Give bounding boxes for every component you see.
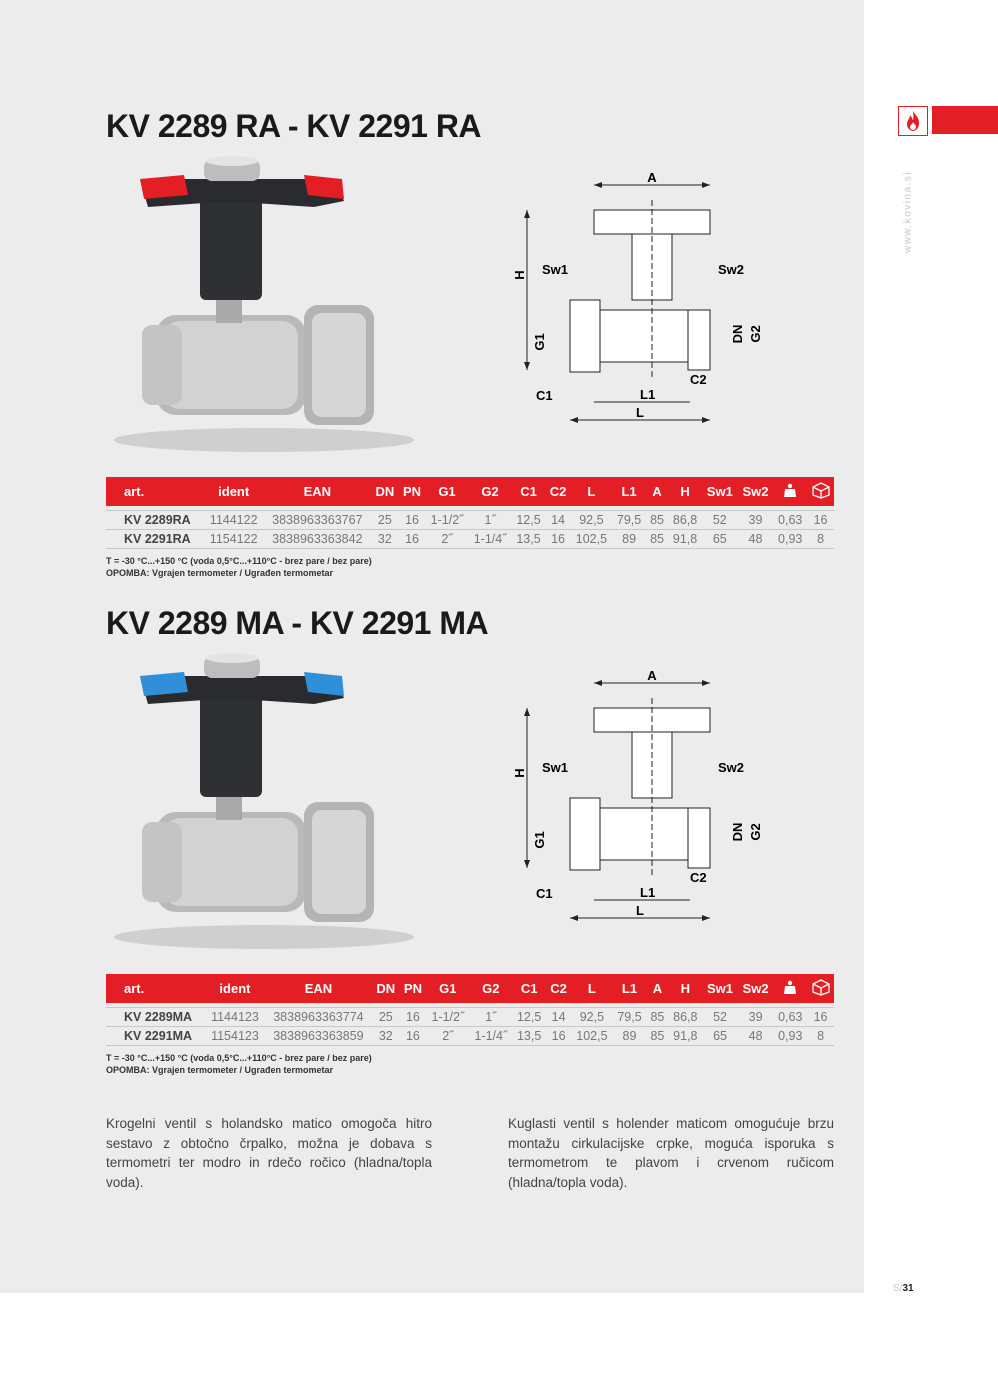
cell: 16	[546, 1027, 571, 1046]
cell: 39	[738, 1008, 774, 1027]
col-header: EAN	[264, 477, 371, 506]
dim-g1-label: G1	[532, 333, 547, 351]
cell: 16	[807, 511, 834, 530]
dim-c1-label: C1	[536, 886, 553, 901]
cell: 32	[372, 1027, 400, 1046]
col-header: C2	[545, 477, 570, 506]
temperature-note-ma	[106, 1052, 372, 1076]
table-row	[106, 511, 834, 530]
table-header-row	[106, 477, 834, 506]
dim-dn-label: DN	[730, 822, 745, 842]
dim-c1-label: C1	[536, 388, 553, 403]
cell: 1154123	[205, 1027, 265, 1046]
dim-h-label: H	[512, 768, 527, 778]
dim-sw1-label: Sw1	[542, 262, 569, 277]
website-url: www.kovina.si	[902, 170, 914, 254]
col-header: L	[571, 477, 613, 506]
cell: 16	[400, 1027, 427, 1046]
cell: 102,5	[571, 530, 613, 549]
col-header: Sw2	[738, 477, 774, 506]
col-header: ident	[205, 974, 265, 1003]
cell: 3838963363859	[265, 1027, 372, 1046]
col-header: ident	[204, 477, 264, 506]
cell: 8	[807, 1027, 834, 1046]
weight-icon	[783, 980, 797, 995]
cell: 65	[702, 530, 738, 549]
cell-art: KV 2289MA	[106, 1008, 205, 1027]
cell: 86,8	[668, 1008, 702, 1027]
cell: 3838963363767	[264, 511, 371, 530]
cell: 25	[372, 1008, 400, 1027]
box-icon	[812, 979, 830, 996]
cell: 85	[646, 1008, 668, 1027]
cell: 12,5	[512, 511, 546, 530]
col-header: EAN	[265, 974, 372, 1003]
cell: 14	[545, 511, 570, 530]
dim-sw2-label: Sw2	[718, 760, 745, 775]
col-header: G1	[425, 477, 468, 506]
page-number-value: 31	[902, 1283, 914, 1294]
cell: 1154122	[204, 530, 264, 549]
side-strip	[864, 0, 998, 1400]
table-row	[106, 1008, 834, 1027]
note-line: OPOMBA: Vgrajen termometer / Ugrađen termometar	[106, 1065, 334, 1075]
col-header: H	[668, 477, 702, 506]
page-prefix: S	[893, 1283, 900, 1294]
col-header: L1	[613, 974, 647, 1003]
note-line: T = -30 °C...+150 °C (voda 0,5°C...+110°C - brez pare / bez pare)	[106, 556, 372, 566]
col-header: DN	[371, 477, 399, 506]
col-header: L1	[612, 477, 646, 506]
cell: 12,5	[512, 1008, 546, 1027]
package-column-header	[807, 974, 834, 1003]
section-title-ra: KV 2289 RA - KV 2291 RA	[106, 108, 482, 144]
weight-icon	[783, 483, 797, 498]
page-number: S/31	[893, 1283, 914, 1294]
flame-icon	[903, 110, 923, 132]
cell: 89	[613, 1027, 647, 1046]
spec-table-ma	[106, 974, 834, 1046]
category-tab	[932, 106, 998, 134]
cell: 0,63	[773, 511, 807, 530]
col-header: PN	[399, 477, 426, 506]
cell: 16	[545, 530, 570, 549]
cell: 2˝	[425, 530, 468, 549]
col-header: G1	[426, 974, 469, 1003]
cell: 16	[400, 1008, 427, 1027]
cell: 0,93	[773, 1027, 807, 1046]
cell: 79,5	[612, 511, 646, 530]
table-header-row	[106, 974, 834, 1003]
valve-photo-blue	[104, 652, 428, 952]
col-header: G2	[469, 974, 512, 1003]
cell: 48	[738, 1027, 774, 1046]
cell: 25	[371, 511, 399, 530]
cell-art: KV 2289RA	[106, 511, 204, 530]
cell: 92,5	[571, 1008, 612, 1027]
section-title-ma: KV 2289 MA - KV 2291 MA	[106, 605, 489, 641]
dim-sw1-label: Sw1	[542, 760, 569, 775]
cell: 65	[702, 1027, 738, 1046]
col-header: Sw2	[738, 974, 774, 1003]
cell: 1˝	[469, 511, 512, 530]
dim-g1-label: G1	[532, 831, 547, 849]
col-header: Sw1	[702, 477, 738, 506]
description-croatian: Kuglasti ventil s holender maticom omogućuje brzu montažu cirkulacijske crpke, moguća isporuka s termometrom te plavom i crvenom ručicom (hladna/topla voda).	[508, 1116, 834, 1191]
cell: 52	[702, 1008, 738, 1027]
col-header: C2	[546, 974, 571, 1003]
valve-photo-red	[104, 155, 428, 455]
cell: 85	[646, 511, 668, 530]
col-header: art.	[106, 974, 205, 1003]
cell: 92,5	[571, 511, 613, 530]
cell: 1-1/2˝	[425, 511, 468, 530]
dim-g2-label: G2	[748, 823, 763, 841]
dim-dn-label: DN	[730, 324, 745, 344]
cell: 85	[646, 530, 668, 549]
cell: 1-1/4˝	[469, 530, 512, 549]
col-header: DN	[372, 974, 400, 1003]
weight-column-header	[773, 974, 807, 1003]
valve-drawing-ra	[510, 170, 770, 440]
spec-table-ra	[106, 477, 834, 549]
dim-l1-label: L1	[640, 387, 656, 402]
cell: 1144123	[205, 1008, 265, 1027]
dim-sw2-label: Sw2	[718, 262, 745, 277]
cell-art: KV 2291MA	[106, 1027, 205, 1046]
box-icon	[812, 482, 830, 499]
package-column-header	[807, 477, 834, 506]
brand-badge	[898, 106, 928, 136]
dim-a-label: A	[647, 170, 657, 185]
dim-c2-label: C2	[690, 870, 707, 885]
cell: 1˝	[469, 1008, 512, 1027]
cell: 16	[399, 511, 426, 530]
cell: 2˝	[426, 1027, 469, 1046]
table-row	[106, 1027, 834, 1046]
cell: 91,8	[668, 530, 702, 549]
dim-l1-label: L1	[640, 885, 656, 900]
cell: 13,5	[512, 530, 546, 549]
cell: 3838963363842	[264, 530, 371, 549]
col-header: Sw1	[702, 974, 738, 1003]
cell: 8	[807, 530, 834, 549]
cell: 0,63	[773, 1008, 807, 1027]
dim-c2-label: C2	[690, 372, 707, 387]
cell: 1144122	[204, 511, 264, 530]
cell: 85	[646, 1027, 668, 1046]
dim-l-label: L	[636, 903, 644, 918]
cell: 3838963363774	[265, 1008, 372, 1027]
dim-l-label: L	[636, 405, 644, 420]
col-header: C1	[512, 974, 546, 1003]
cell: 16	[807, 1008, 834, 1027]
col-header: L	[571, 974, 612, 1003]
cell: 52	[702, 511, 738, 530]
dim-h-label: H	[512, 270, 527, 280]
col-header: art.	[106, 477, 204, 506]
note-line: T = -30 °C...+150 °C (voda 0,5°C...+110°C - brez pare / bez pare)	[106, 1053, 372, 1063]
col-header: C1	[512, 477, 546, 506]
col-header: A	[646, 477, 668, 506]
cell: 16	[399, 530, 426, 549]
cell: 91,8	[668, 1027, 702, 1046]
cell: 102,5	[571, 1027, 612, 1046]
cell: 1-1/2˝	[426, 1008, 469, 1027]
cell: 89	[612, 530, 646, 549]
dim-g2-label: G2	[748, 325, 763, 343]
cell: 32	[371, 530, 399, 549]
cell: 86,8	[668, 511, 702, 530]
cell: 48	[738, 530, 774, 549]
col-header: G2	[469, 477, 512, 506]
cell: 1-1/4˝	[469, 1027, 512, 1046]
table-row	[106, 530, 834, 549]
dim-a-label: A	[647, 668, 657, 683]
weight-column-header	[773, 477, 807, 506]
note-line: OPOMBA: Vgrajen termometer / Ugrađen termometar	[106, 568, 334, 578]
col-header: H	[668, 974, 702, 1003]
cell-art: KV 2291RA	[106, 530, 204, 549]
col-header: A	[646, 974, 668, 1003]
valve-drawing-ma	[510, 668, 770, 938]
description-slovenian: Krogelni ventil s holandsko matico omogoča hitro sestavo z obtočno črpalko, možna je dobava s termometri ter modro in rdečo ročico (hladna/topla voda).	[106, 1116, 432, 1191]
cell: 79,5	[613, 1008, 647, 1027]
temperature-note-ra	[106, 555, 372, 579]
cell: 0,93	[773, 530, 807, 549]
cell: 14	[546, 1008, 571, 1027]
cell: 13,5	[512, 1027, 546, 1046]
cell: 39	[738, 511, 774, 530]
col-header: PN	[400, 974, 427, 1003]
